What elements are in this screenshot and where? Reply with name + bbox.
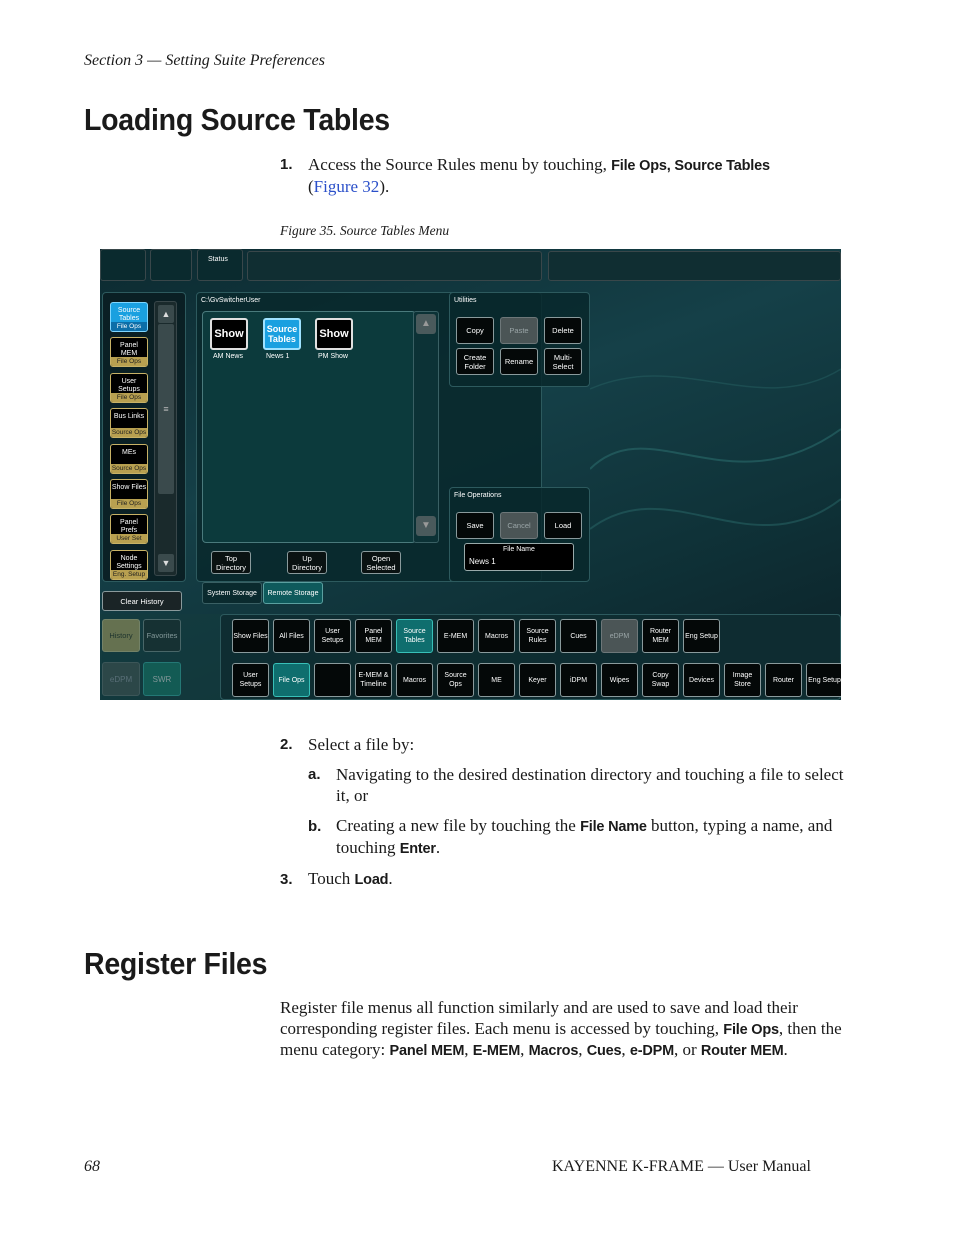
status-button[interactable]: Status bbox=[197, 249, 243, 281]
top-slot-2[interactable] bbox=[150, 249, 192, 281]
scroll-thumb[interactable]: ≡ bbox=[158, 324, 174, 494]
file-list-scrollbar[interactable] bbox=[413, 311, 439, 543]
file-scroll-up-icon[interactable]: ▲ bbox=[416, 314, 436, 334]
file-ops-label: File Ops bbox=[611, 158, 667, 174]
history-item-label: Panel Prefs bbox=[120, 519, 138, 535]
step-1-number: 1. bbox=[280, 156, 293, 173]
nav-button[interactable]: Macros bbox=[396, 663, 433, 697]
page-number: 68 bbox=[84, 1158, 100, 1175]
footer-title: KAYENNE K-FRAME — User Manual bbox=[552, 1158, 811, 1175]
nav-button[interactable]: iDPM bbox=[560, 663, 597, 697]
paste-button[interactable]: Paste bbox=[500, 317, 538, 344]
step-2b-letter: b. bbox=[308, 818, 322, 835]
history-item-label: Panel MEM bbox=[120, 342, 138, 358]
figure-32-link[interactable]: Figure 32 bbox=[313, 176, 380, 196]
delete-button[interactable]: Delete bbox=[544, 317, 582, 344]
clear-history-button[interactable]: Clear History bbox=[102, 591, 182, 611]
history-item[interactable] bbox=[110, 479, 148, 509]
file-name-field[interactable]: File Name News 1 bbox=[464, 543, 574, 571]
nav-button[interactable]: Keyer bbox=[519, 663, 556, 697]
nav-button[interactable]: Eng Setup bbox=[683, 619, 720, 653]
history-item-label: Node Settings bbox=[116, 554, 142, 570]
history-item-category: User Set bbox=[111, 534, 147, 543]
history-item[interactable] bbox=[110, 514, 148, 544]
nav-button[interactable]: Wipes bbox=[601, 663, 638, 697]
step-3-number: 3. bbox=[280, 871, 293, 888]
nav-button[interactable]: Router bbox=[765, 663, 802, 697]
nav-button[interactable]: File Ops bbox=[273, 663, 310, 697]
register-files-paragraph: Register file menus all function similarly and are used to save and load their corresponding register files. Each menu is accessed by touching, File Ops, then the menu category: Panel MEM, E-MEM, Macros, Cues, e-DPM, or Router MEM. bbox=[280, 998, 842, 1059]
nav-button[interactable]: eDPM bbox=[601, 619, 638, 653]
nav-button[interactable]: Source Rules bbox=[519, 619, 556, 653]
step-2a-letter: a. bbox=[308, 766, 321, 783]
history-item[interactable] bbox=[110, 373, 148, 403]
file-icon[interactable]: Show bbox=[210, 318, 248, 350]
history-item[interactable] bbox=[110, 337, 148, 367]
scroll-down-icon[interactable]: ▼ bbox=[158, 554, 174, 572]
nav-button[interactable]: User Setups bbox=[314, 619, 351, 653]
file-operations-panel: File Operations bbox=[449, 487, 590, 582]
current-path: C:\GvSwitcherUser bbox=[201, 297, 261, 304]
history-item-label: Bus Links bbox=[113, 413, 145, 421]
tab-remote-storage[interactable]: Remote Storage bbox=[263, 582, 323, 604]
source-tables-menu-screenshot bbox=[100, 249, 841, 700]
multi-select-button[interactable]: Multi- Select bbox=[544, 348, 582, 375]
running-header: Section 3 — Setting Suite Preferences bbox=[84, 52, 325, 69]
history-scrollbar[interactable] bbox=[154, 301, 177, 576]
up-directory-button[interactable]: Up Directory bbox=[287, 551, 327, 574]
top-bar-field-2 bbox=[548, 251, 841, 281]
history-item[interactable] bbox=[110, 444, 148, 474]
nav-button[interactable]: Cues bbox=[560, 619, 597, 653]
nav-button[interactable]: Copy Swap bbox=[642, 663, 679, 697]
nav-button[interactable]: Source Tables bbox=[396, 619, 433, 653]
nav-button[interactable]: User Setups bbox=[232, 663, 269, 697]
file-name-label: PM Show bbox=[318, 353, 348, 360]
file-scroll-down-icon[interactable]: ▼ bbox=[416, 516, 436, 536]
file-name-label: AM News bbox=[213, 353, 243, 360]
history-item-category: File Ops bbox=[111, 499, 147, 508]
step-2a-text: Navigating to the desired destination directory and touching a file to select it, or bbox=[336, 765, 844, 805]
nav-button[interactable]: Image Store bbox=[724, 663, 761, 697]
top-bar-field-1 bbox=[247, 251, 542, 281]
history-item-label: Source Tables bbox=[117, 307, 141, 322]
step-2-text: Select a file by: bbox=[308, 735, 415, 754]
section-title-register-files: Register Files bbox=[84, 946, 268, 981]
nav-button[interactable]: Devices bbox=[683, 663, 720, 697]
section-title-loading-source-tables: Loading Source Tables bbox=[84, 102, 390, 137]
nav-button[interactable]: Macros bbox=[478, 619, 515, 653]
history-item-category: File Ops bbox=[111, 357, 147, 366]
open-selected-button[interactable]: Open Selected bbox=[361, 551, 401, 574]
nav-button[interactable]: All Files bbox=[273, 619, 310, 653]
nav-button[interactable]: Eng Setup bbox=[806, 663, 841, 697]
nav-button[interactable]: ME bbox=[478, 663, 515, 697]
rename-button[interactable]: Rename bbox=[500, 348, 538, 375]
tab-system-storage[interactable]: System Storage bbox=[202, 582, 262, 604]
nav-button[interactable]: Source Ops bbox=[437, 663, 474, 697]
save-button[interactable]: Save bbox=[456, 512, 494, 539]
top-slot-1[interactable] bbox=[100, 249, 146, 281]
history-item-category: File Ops bbox=[111, 322, 147, 331]
copy-button[interactable]: Copy bbox=[456, 317, 494, 344]
history-item[interactable] bbox=[110, 302, 148, 332]
history-item[interactable] bbox=[110, 408, 148, 438]
nav-button[interactable]: E-MEM bbox=[437, 619, 474, 653]
step-3-text: Touch Load. bbox=[308, 869, 393, 888]
create-folder-button[interactable]: Create Folder bbox=[456, 348, 494, 375]
nav-button[interactable]: Router MEM bbox=[642, 619, 679, 653]
file-icon[interactable]: Source Tables bbox=[263, 318, 301, 350]
history-item-category: File Ops bbox=[111, 393, 147, 402]
background-wave-art bbox=[590, 349, 841, 619]
history-item-category: Source Ops bbox=[111, 464, 147, 472]
source-tables-label: Source Tables bbox=[674, 158, 770, 174]
figure-caption: Figure 35. Source Tables Menu bbox=[280, 223, 450, 238]
step-2-number: 2. bbox=[280, 736, 293, 753]
history-item-category: Source Ops bbox=[111, 429, 147, 437]
nav-button[interactable]: Panel MEM bbox=[355, 619, 392, 653]
load-label: Load bbox=[354, 872, 389, 888]
file-icon[interactable]: Show bbox=[315, 318, 353, 350]
load-button[interactable]: Load bbox=[544, 512, 582, 539]
enter-label: Enter bbox=[399, 840, 436, 857]
scroll-up-icon[interactable]: ▲ bbox=[158, 305, 174, 323]
history-item-label: User Setups bbox=[118, 377, 140, 393]
file-name-label: News 1 bbox=[266, 353, 290, 360]
step-1-text: Access the Source Rules menu by touching, File Ops, Source Tables (Figure 32). bbox=[308, 155, 770, 196]
history-item-label: Show Files bbox=[111, 484, 147, 491]
nav-button[interactable]: E-MEM & Timeline bbox=[355, 663, 392, 697]
history-item-label: MEs bbox=[122, 448, 136, 456]
utilities-panel: Utilities bbox=[449, 292, 590, 387]
cancel-button[interactable]: Cancel bbox=[500, 512, 538, 539]
history-item-category: Eng. Setup bbox=[112, 570, 146, 578]
nav-button[interactable] bbox=[314, 663, 351, 697]
history-item[interactable] bbox=[110, 550, 148, 580]
file-name-label: File Name bbox=[580, 819, 647, 835]
step-2b-text: Creating a new file by touching the File Name button, typing a name, and touching Enter. bbox=[336, 816, 833, 857]
nav-button[interactable]: Show Files bbox=[232, 619, 269, 653]
top-directory-button[interactable]: Top Directory bbox=[211, 551, 251, 574]
